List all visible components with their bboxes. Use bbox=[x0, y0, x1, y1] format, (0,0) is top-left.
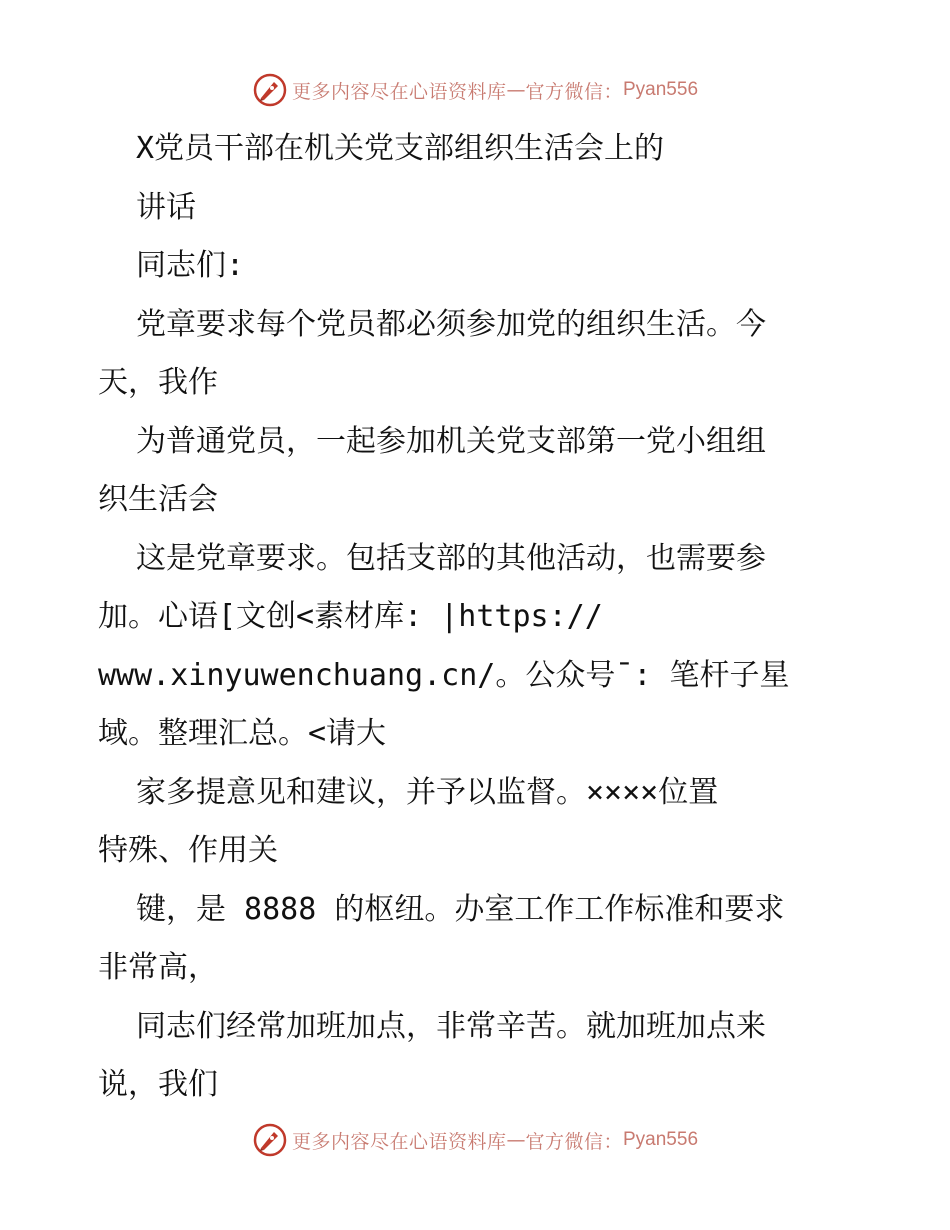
text-line: 非常高， bbox=[98, 950, 218, 985]
footer-banner bbox=[0, 1120, 950, 1160]
banner-wechat-id: Pyan556 bbox=[623, 79, 699, 100]
text-line: 党章要求每个党员都必须参加党的组织生活。今 bbox=[136, 306, 766, 342]
banner-wechat-id: Pyan556 bbox=[623, 1129, 699, 1150]
text-line: 特殊、作用关 bbox=[98, 833, 278, 868]
text-line: 讲话 bbox=[136, 189, 196, 225]
text-line: 域。整理汇总。<请大 bbox=[98, 716, 387, 751]
text-line: www.xinyuwenchuang.cn/。公众号¯: 笔杆子星 bbox=[98, 657, 790, 693]
text-line: 说，我们 bbox=[98, 1067, 218, 1102]
pen-nib-logo-icon bbox=[252, 72, 288, 108]
text-line: 加。心语[文创<素材库: |https:// bbox=[98, 599, 603, 634]
text-line: 家多提意见和建议，并予以监督。××××位置 bbox=[136, 774, 719, 810]
text-line: 天，我作 bbox=[98, 365, 218, 400]
banner-wechat-label: 官方微信： bbox=[525, 1130, 623, 1153]
banner-separator: — bbox=[506, 79, 526, 101]
text-line: 织生活会 bbox=[98, 482, 218, 517]
text-line: 同志们: bbox=[136, 248, 245, 283]
banner-slogan: 更多内容尽在心语资料库 bbox=[291, 80, 507, 103]
banner-slogan: 更多内容尽在心语资料库 bbox=[291, 1130, 507, 1153]
text-line: X党员干部在机关党支部组织生活会上的 bbox=[136, 131, 665, 166]
banner-separator: — bbox=[506, 1129, 526, 1151]
banner-wechat-label: 官方微信： bbox=[525, 80, 623, 103]
header-banner bbox=[0, 70, 950, 110]
text-line: 为普通党员，一起参加机关党支部第一党小组组 bbox=[136, 423, 766, 459]
document-body bbox=[98, 120, 858, 1115]
text-line: 键，是 8888 的枢纽。办室工作工作标准和要求 bbox=[136, 891, 785, 927]
text-line: 这是党章要求。包括支部的其他活动，也需要参 bbox=[136, 540, 766, 576]
text-line: 同志们经常加班加点，非常辛苦。就加班加点来 bbox=[136, 1008, 766, 1044]
pen-nib-logo-icon bbox=[252, 1122, 288, 1158]
